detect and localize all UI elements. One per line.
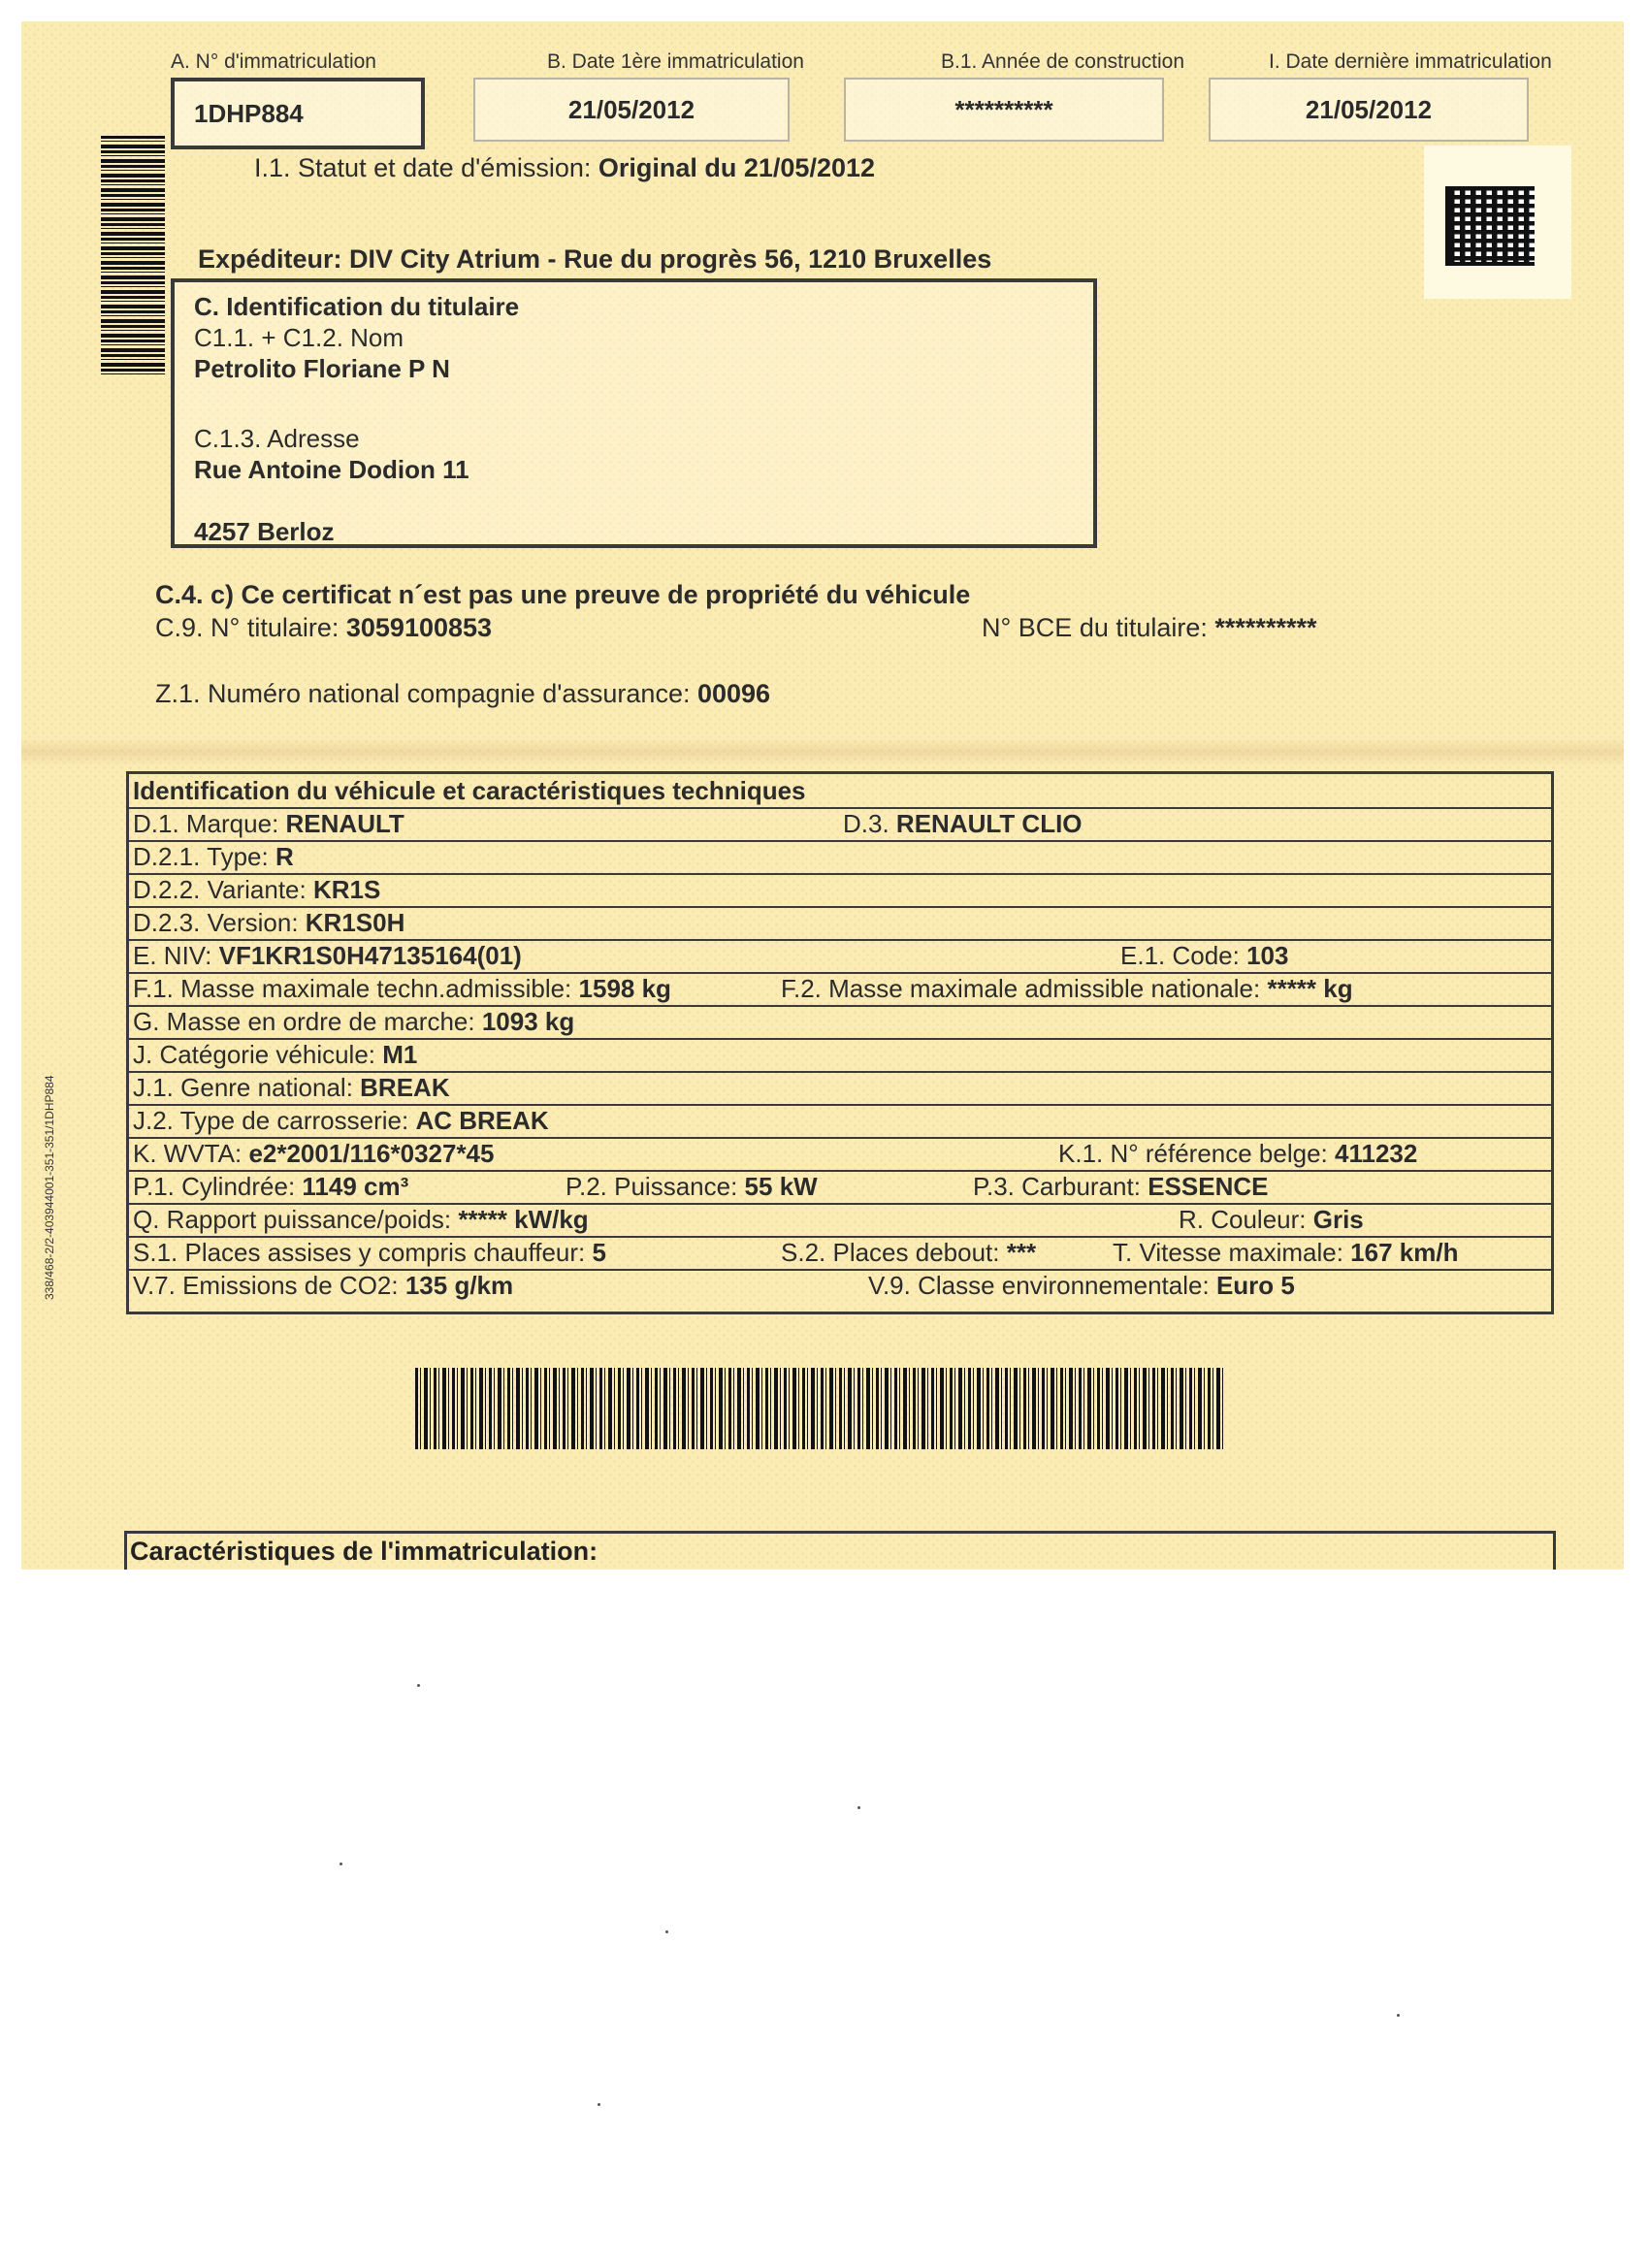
version-cell: D.2.3. Version: KR1S0H (133, 908, 405, 937)
seats-cell: S.1. Places assises y compris chauffeur: 5 (133, 1238, 606, 1267)
table-row (129, 840, 1551, 875)
table-row (129, 1269, 1551, 1302)
body-type-cell: J.2. Type de carrosserie: AC BREAK (133, 1106, 549, 1135)
env-class-cell: V.9. Classe environnementale: Euro 5 (868, 1271, 1295, 1300)
belgian-ref-cell: K.1. N° référence belge: 411232 (1058, 1139, 1418, 1168)
qr-code-area (1424, 146, 1571, 299)
table-row (129, 906, 1551, 941)
status-label: I.1. Statut et date d'émission: (254, 153, 592, 182)
table-row (129, 939, 1551, 974)
last-registration-label: I. Date dernière immatriculation (1269, 50, 1552, 73)
holder-street: Rue Antoine Dodion 11 (194, 455, 469, 484)
construction-year-box (844, 78, 1164, 142)
power-cell: P.2. Puissance: 55 kW (566, 1172, 818, 1201)
registration-number-box (171, 78, 425, 149)
insurance-label: Z.1. Numéro national compagnie d'assurance: (155, 679, 691, 708)
horizontal-barcode (415, 1368, 1226, 1449)
bce-line (982, 613, 1316, 643)
table-row (129, 1104, 1551, 1139)
color-cell: R. Couleur: Gris (1179, 1205, 1364, 1234)
table-row (129, 1203, 1551, 1238)
paper-fold (21, 737, 1624, 766)
first-registration-box (473, 78, 790, 142)
holder-title: C. Identification du titulaire (194, 292, 520, 321)
scan-speck (417, 1684, 420, 1687)
scan-speck (598, 2103, 600, 2106)
technical-table (126, 771, 1554, 1314)
ownership-notice: C.4. c) Ce certificat n´est pas une preuve de propriété du véhicule (155, 580, 971, 609)
holder-identification-box (171, 278, 1097, 548)
category-cell: J. Catégorie véhicule: M1 (133, 1040, 418, 1069)
construction-year-value: ********** (954, 94, 1053, 124)
construction-year-label: B.1. Année de construction (941, 50, 1185, 73)
last-registration-box (1209, 78, 1529, 142)
table-row (129, 873, 1551, 908)
code-cell: E.1. Code: 103 (1120, 941, 1289, 970)
side-reference-code: 338/468-2/2-403944001-351-351/1DHP884 (43, 1075, 56, 1300)
genre-cell: J.1. Genre national: BREAK (133, 1073, 450, 1102)
table-row (129, 1236, 1551, 1271)
fuel-cell: P.3. Carburant: ESSENCE (973, 1172, 1269, 1201)
table-row (129, 1137, 1551, 1172)
scan-speck (340, 1863, 342, 1865)
sender-line: Expéditeur: DIV City Atrium - Rue du progrès 56, 1210 Bruxelles (198, 244, 992, 274)
wvta-cell: K. WVTA: e2*2001/116*0327*45 (133, 1139, 495, 1168)
table-row (129, 1038, 1551, 1073)
scan-speck (665, 1930, 668, 1933)
type-cell: D.2.1. Type: R (133, 842, 294, 871)
national-mass-cell: F.2. Masse maximale admissible nationale: ***** kg (781, 974, 1353, 1003)
last-registration-value: 21/05/2012 (1305, 94, 1433, 124)
holder-name: Petrolito Floriane P N (194, 354, 450, 383)
co2-cell: V.7. Emissions de CO2: 135 g/km (133, 1271, 514, 1300)
max-speed-cell: T. Vitesse maximale: 167 km/h (1113, 1238, 1459, 1267)
insurance-value: 00096 (696, 679, 771, 708)
table-row (129, 1005, 1551, 1040)
max-mass-cell: F.1. Masse maximale techn.admissible: 1598 kg (133, 974, 671, 1003)
table-row (129, 774, 1551, 809)
scan-speck (857, 1806, 860, 1809)
brand-cell: D.1. Marque: RENAULT (133, 809, 404, 838)
first-registration-value: 21/05/2012 (567, 94, 695, 124)
holder-city: 4257 Berloz (194, 517, 335, 546)
running-mass-cell: G. Masse en ordre de marche: 1093 kg (133, 1007, 575, 1036)
commercial-name-cell: D.3. RENAULT CLIO (843, 809, 1083, 838)
holder-number-value: 3059100853 (345, 613, 493, 642)
scan-speck (1397, 2014, 1400, 2017)
technical-title: Identification du véhicule et caractéristiques techniques (133, 776, 806, 805)
datamatrix-code (1445, 186, 1535, 266)
registration-number-value: 1DHP884 (194, 98, 304, 128)
holder-name-label: C1.1. + C1.2. Nom (194, 323, 404, 352)
status-line (254, 153, 875, 183)
standing-places-cell: S.2. Places debout: *** (781, 1238, 1037, 1267)
holder-address-label: C.1.3. Adresse (194, 424, 360, 453)
vertical-barcode (101, 136, 165, 374)
vin-cell: E. NIV: VF1KR1S0H47135164(01) (133, 941, 522, 970)
table-row (129, 1170, 1551, 1205)
power-weight-cell: Q. Rapport puissance/poids: ***** kW/kg (133, 1205, 589, 1234)
table-row (129, 972, 1551, 1007)
registration-number-label: A. N° d'immatriculation (171, 50, 376, 73)
registration-characteristics-title: Caractéristiques de l'immatriculation: (130, 1537, 598, 1566)
status-value: Original du 21/05/2012 (598, 153, 876, 182)
variant-cell: D.2.2. Variante: KR1S (133, 875, 381, 904)
bce-value: ********** (1214, 613, 1317, 642)
first-registration-label: B. Date 1ère immatriculation (547, 50, 804, 73)
displacement-cell: P.1. Cylindrée: 1149 cm³ (133, 1172, 409, 1201)
registration-characteristics-box (124, 1531, 1556, 1570)
table-row (129, 807, 1551, 842)
bce-label: N° BCE du titulaire: (982, 613, 1208, 642)
table-row (129, 1071, 1551, 1106)
holder-number-label: C.9. N° titulaire: (155, 613, 340, 642)
insurance-line (155, 679, 770, 709)
holder-number-line (155, 613, 492, 643)
